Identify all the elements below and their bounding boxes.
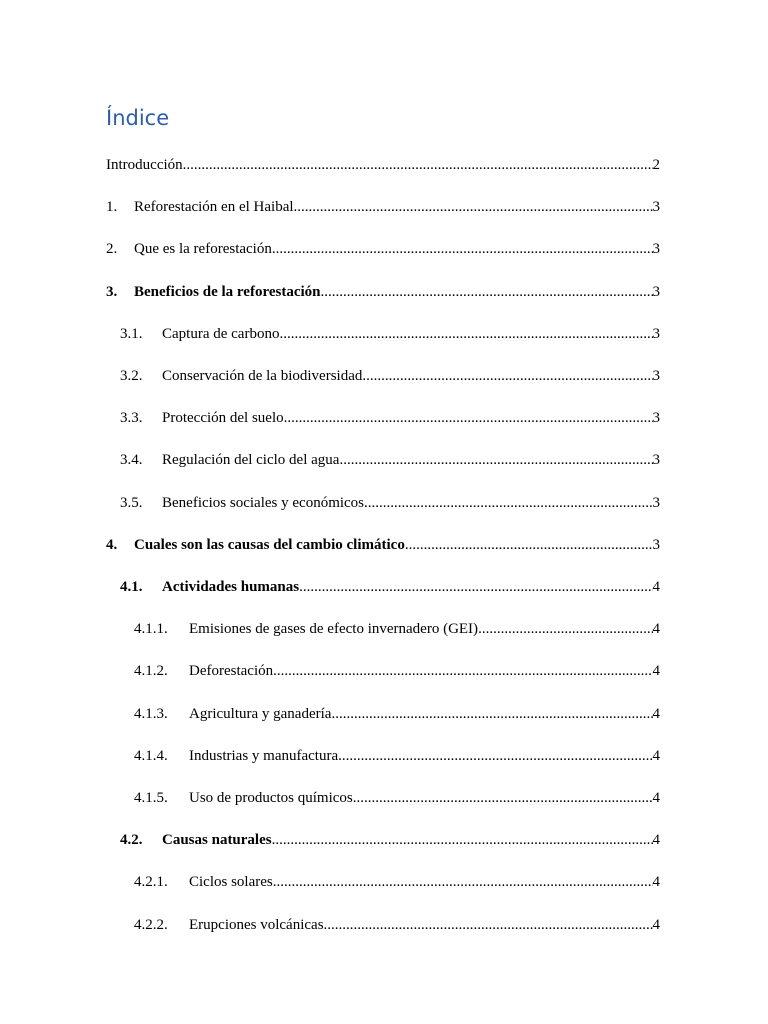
toc-entry-number: 2. [106,241,118,258]
toc-entry-page-number: 3 [652,325,660,342]
toc-entry-title: Erupciones volcánicas [189,916,324,933]
toc-heading: Índice [106,106,170,130]
toc-entry-title: Agricultura y ganadería [189,705,332,722]
toc-entry-title: Ciclos solares [189,874,273,891]
toc-entry-title: Cuales son las causas del cambio climático [134,536,405,553]
toc-entry[interactable] [120,324,660,344]
toc-entry-title: Actividades humanas [162,579,300,595]
toc-entry-page-number: 4 [652,579,660,595]
toc-entry[interactable] [106,535,660,555]
toc-entry-page-number: 3 [652,452,660,469]
toc-entry-page-number: 3 [652,241,660,258]
toc-dot-leader [299,577,652,597]
toc-entry[interactable] [134,788,660,808]
toc-entry-number: 4.1.1. [134,621,168,638]
toc-entry-number: 3.5. [120,494,143,511]
toc-entry-page-number: 3 [652,494,660,511]
toc-entry-page-number: 4 [652,832,660,849]
toc-entry[interactable] [106,282,660,302]
toc-entry[interactable] [106,155,660,175]
toc-dot-leader [338,746,652,766]
toc-entry-title: Regulación del ciclo del agua [162,452,340,469]
toc-entry[interactable] [120,493,660,513]
toc-dot-leader [478,619,652,639]
toc-entry[interactable] [134,746,660,766]
toc-entry[interactable] [120,366,660,386]
toc-dot-leader [279,324,652,344]
toc-entry-page-number: 4 [652,663,660,680]
toc-entry-page-number: 3 [652,536,660,553]
toc-entry-title: Protección del suelo [162,410,284,427]
toc-entry-number: 4.1.4. [134,747,168,764]
toc-entry-number: 4.1.3. [134,705,168,722]
toc-dot-leader [331,704,652,724]
toc-entry[interactable] [120,830,660,850]
toc-dot-leader [272,239,653,259]
toc-entry-page-number: 3 [652,199,660,216]
toc-entry-title: Uso de productos químicos [189,790,353,806]
toc-entry-page-number: 4 [652,621,660,638]
toc-entry-title: Introducción [106,157,183,173]
toc-entry-title: Causas naturales [162,832,272,849]
toc-dot-leader [405,535,653,555]
toc-dot-leader [183,155,653,175]
toc-entry-page-number: 2 [652,157,660,173]
toc-entry[interactable] [120,408,660,428]
toc-entry-title: Emisiones de gases de efecto invernadero (GEI) [189,621,479,638]
toc-entry-number: 3.4. [120,452,143,469]
toc-entry-number: 4.2.2. [134,916,168,933]
toc-entry[interactable] [134,661,660,681]
toc-entry-page-number: 4 [652,916,660,933]
toc-entry-page-number: 4 [652,747,660,764]
toc-entry-title: Que es la reforestación [134,241,272,258]
toc-dot-leader [353,788,653,808]
toc-entry[interactable] [134,915,660,935]
toc-dot-leader [321,282,653,302]
toc-entry-page-number: 3 [652,368,660,384]
toc-entry-page-number: 4 [652,705,660,722]
toc-entry-page-number: 4 [652,790,660,806]
toc-dot-leader [284,408,653,428]
toc-entry[interactable] [120,450,660,470]
toc-entry-title: Conservación de la biodiversidad [162,368,363,384]
toc-entry[interactable] [106,197,660,217]
toc-entry-title: Beneficios sociales y económicos [162,494,365,511]
toc-entry-number: 4.1. [120,579,143,595]
toc-entry[interactable] [134,872,660,892]
toc-entry[interactable] [134,704,660,724]
toc-entry[interactable] [120,577,660,597]
toc-entry-page-number: 3 [652,283,660,300]
toc-entry-number: 4.1.5. [134,790,168,806]
toc-entry-number: 3.1. [120,325,143,342]
toc-dot-leader [364,493,652,513]
toc-entry-number: 3.3. [120,410,143,427]
toc-entry-number: 3. [106,283,118,300]
toc-entry-number: 4.1.2. [134,663,168,680]
toc-entry-number: 4.2. [120,832,143,849]
toc-entry[interactable] [106,239,660,259]
toc-dot-leader [273,872,653,892]
toc-entry-page-number: 3 [652,410,660,427]
toc-entry-title: Industrias y manufactura [189,747,339,764]
toc-entry-number: 1. [106,199,118,216]
toc-dot-leader [324,915,653,935]
toc-entry-page-number: 4 [652,874,660,891]
toc-dot-leader [273,661,652,681]
toc-entry-number: 3.2. [120,368,143,384]
toc-entry-number: 4. [106,536,118,553]
toc-entry-title: Deforestación [189,663,274,680]
toc-entry-title: Beneficios de la reforestación [134,283,321,300]
toc-dot-leader [362,366,652,386]
toc-entry[interactable] [134,619,660,639]
toc-entry-number: 4.2.1. [134,874,168,891]
toc-dot-leader [294,197,653,217]
toc-dot-leader [272,830,653,850]
toc-entry-title: Reforestación en el Haibal [134,199,294,216]
toc-entry-title: Captura de carbono [162,325,280,342]
toc-dot-leader [339,450,652,470]
